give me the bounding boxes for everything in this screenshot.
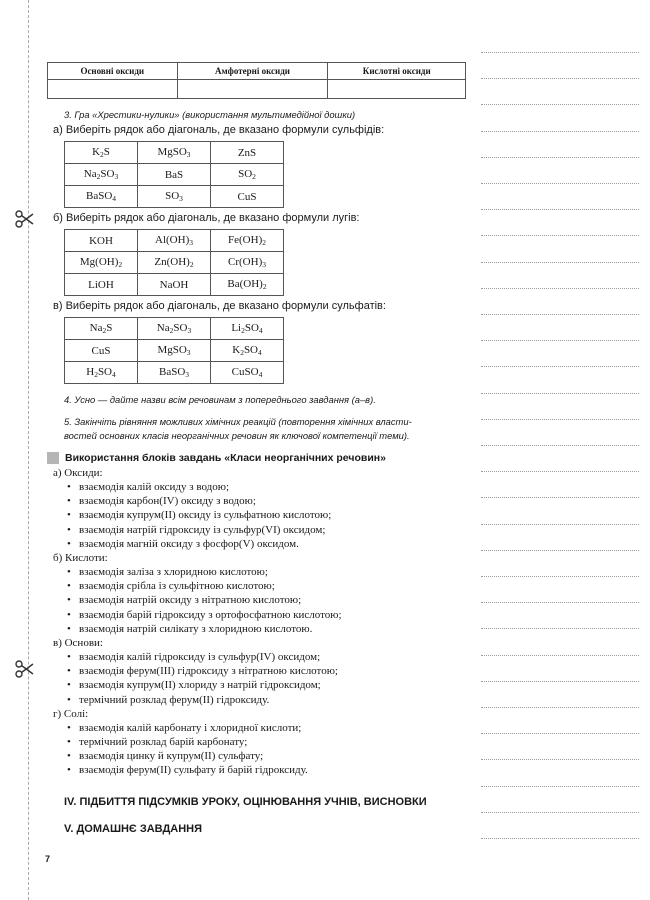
list-item: • взаємодія магній оксиду з фосфор(V) оксидом. [67, 537, 467, 551]
sulfates-grid [64, 317, 284, 384]
scissors-icon [13, 657, 37, 681]
formula-cell[interactable] [211, 164, 284, 186]
task4-text: 4. Усно — дайте назви всім речовинам з попереднього завдання (а–в). [64, 394, 376, 405]
formula-cell[interactable] [65, 340, 138, 362]
category-label: г) Солі: [53, 707, 89, 720]
formula-subscript: 2 [169, 326, 174, 335]
oxide-header-acidic: Кислотні оксиди [328, 63, 466, 80]
formula-text: SO [100, 168, 115, 180]
list-item: • взаємодія ферум(II) сульфату й барій гідроксиду. [67, 763, 467, 777]
formula-text: KOH [89, 234, 113, 247]
note-line [481, 209, 639, 210]
grid-row [65, 318, 284, 340]
list-item: • взаємодія цинку й купрум(II) сульфату; [67, 749, 467, 763]
formula-cell[interactable] [211, 362, 284, 384]
task5-line2: востей основних класів неорганічних речовин як ключової компетенції теми). [64, 430, 410, 441]
formula-text: SO [97, 366, 112, 378]
note-line [481, 183, 639, 184]
oxide-header-basic: Основні оксиди [48, 63, 178, 80]
grid-row [65, 340, 284, 362]
formula-subscript: 4 [258, 370, 263, 379]
list-item: • взаємодія ферум(III) гідроксиду з нітратною кислотою; [67, 664, 467, 678]
formula-cell[interactable] [138, 362, 211, 384]
notes-lines [481, 52, 639, 864]
note-line [481, 419, 639, 420]
grid-row [65, 164, 284, 186]
formula-text: SO [243, 344, 258, 356]
formula-cell[interactable] [65, 164, 138, 186]
formula-cell[interactable] [138, 186, 211, 208]
formula-cell[interactable] [138, 252, 211, 274]
note-line [481, 707, 639, 708]
formula-subscript: 3 [114, 172, 119, 181]
note-line [481, 786, 639, 787]
category-list [67, 565, 467, 636]
grid-row [65, 362, 284, 384]
formula-cell[interactable] [65, 274, 138, 296]
grid-row [65, 274, 284, 296]
formula-subscript: 3 [262, 260, 266, 269]
formula-subscript: 3 [179, 194, 183, 203]
note-line [481, 340, 639, 341]
formula-cell[interactable] [65, 230, 138, 252]
note-line [481, 471, 639, 472]
formula-cell[interactable] [211, 274, 284, 296]
note-line [481, 655, 639, 656]
list-item: • взаємодія срібла із сульфітною кислотою; [67, 579, 467, 593]
grid-row [65, 142, 284, 164]
task3-b-question: б) Виберіть рядок або діагональ, де вказано формули лугів: [53, 212, 360, 224]
scissors-icon [13, 207, 37, 231]
formula-text: SO [238, 168, 253, 180]
note-line [481, 628, 639, 629]
heading-marker [47, 452, 59, 464]
formula-text: S [103, 146, 110, 158]
formula-text: Al(OH) [155, 234, 190, 246]
task3-title: 3. Гра «Хрестики-нулики» (використання мультимедійної дошки) [64, 109, 356, 120]
formula-text: CuSO [231, 366, 259, 378]
category-list [67, 650, 467, 707]
formula-text: Mg(OH) [79, 256, 119, 268]
formula-text: SO [165, 190, 180, 202]
formula-subscript: 2 [94, 370, 98, 379]
formula-subscript: 4 [112, 370, 116, 379]
note-line [481, 497, 639, 498]
formula-subscript: 2 [102, 326, 107, 335]
note-line [481, 366, 639, 367]
formula-cell[interactable] [138, 340, 211, 362]
category-list [67, 721, 467, 778]
formula-text: SO [244, 322, 259, 334]
page-content [47, 62, 467, 835]
list-item: • взаємодія калій карбонату і хлоридної кислоти; [67, 721, 467, 735]
note-line [481, 445, 639, 446]
formula-subscript: 3 [189, 238, 193, 247]
formula-text: Zn(OH) [154, 256, 190, 268]
formula-cell[interactable] [211, 318, 284, 340]
section-v-title: V. ДОМАШНЄ ЗАВДАННЯ [64, 822, 203, 835]
grid-row [65, 230, 284, 252]
formula-text: NaOH [159, 278, 189, 291]
formula-subscript: 2 [100, 150, 104, 159]
formula-cell[interactable] [65, 142, 138, 164]
list-item: • термічний розклад барій карбонату; [67, 735, 467, 749]
formula-subscript: 4 [258, 326, 263, 335]
formula-subscript: 2 [252, 172, 256, 181]
task3-c-question: в) Виберіть рядок або діагональ, де вказано формули сульфатів: [53, 300, 386, 312]
formula-text: K [92, 146, 101, 158]
list-item: • взаємодія купрум(II) хлориду з натрій гідроксидом; [67, 678, 467, 692]
note-line [481, 681, 639, 682]
formula-text: CuS [237, 190, 257, 203]
note-line [481, 235, 639, 236]
note-line [481, 812, 639, 813]
formula-cell[interactable] [211, 340, 284, 362]
formula-cell[interactable] [138, 230, 211, 252]
page-number: 7 [45, 854, 51, 864]
formula-text: MgSO [157, 344, 187, 356]
formula-cell[interactable] [65, 252, 138, 274]
formula-text: Li [231, 322, 242, 334]
formula-text: ZnS [237, 146, 257, 159]
list-item: • взаємодія заліза з хлоридною кислотою; [67, 565, 467, 579]
note-line [481, 838, 639, 839]
formula-subscript: 2 [262, 238, 266, 247]
note-line [481, 314, 639, 315]
formula-text: LiOH [88, 278, 114, 291]
category-label: б) Кислоти: [53, 552, 108, 565]
note-line [481, 52, 639, 53]
category-label: в) Основи: [53, 637, 103, 650]
formula-cell[interactable] [138, 142, 211, 164]
formula-text: H [86, 366, 95, 378]
formula-subscript: 3 [185, 370, 190, 379]
reaction-categories [47, 466, 467, 778]
formula-text: MgSO [157, 146, 187, 158]
note-line [481, 576, 639, 577]
formula-cell[interactable] [138, 164, 211, 186]
formula-text: K [232, 344, 241, 356]
oxide-cell-amphoteric[interactable] [177, 80, 328, 99]
formula-text: Cr(OH) [228, 256, 263, 268]
formula-subscript: 2 [262, 282, 267, 291]
oxide-table [47, 62, 466, 99]
formula-text: SO [173, 322, 188, 334]
formula-cell[interactable] [211, 252, 284, 274]
list-item: • взаємодія натрій силікату з хлоридною кислотою. [67, 622, 467, 636]
formula-cell[interactable] [65, 362, 138, 384]
formula-text: Na [89, 322, 103, 334]
formula-subscript: 2 [240, 348, 244, 357]
formula-subscript: 2 [189, 260, 194, 269]
formula-subscript: 2 [241, 326, 245, 335]
list-item: • взаємодія калій оксиду з водою; [67, 480, 467, 494]
list-item: • термічний розклад ферум(II) гідроксиду. [67, 693, 467, 707]
formula-subscript: 4 [258, 348, 262, 357]
formula-cell[interactable] [138, 318, 211, 340]
note-line [481, 550, 639, 551]
formula-text: Ba(OH) [227, 278, 263, 290]
sulfides-grid [64, 141, 284, 208]
grid-row [65, 252, 284, 274]
list-item: • взаємодія купрум(II) оксиду із сульфатною кислотою; [67, 508, 467, 522]
grid-row [65, 186, 284, 208]
formula-subscript: 2 [96, 172, 101, 181]
oxide-header-amphoteric: Амфотерні оксиди [177, 63, 328, 80]
note-line [481, 524, 639, 525]
task5-line1: 5. Закінчіть рівняння можливих хімічних реакцій (повторення хімічних власти- [64, 416, 412, 427]
note-line [481, 78, 639, 79]
note-line [481, 157, 639, 158]
formula-text: S [106, 322, 113, 334]
list-item: • взаємодія натрій гідроксиду із сульфур(VI) оксидом; [67, 523, 467, 537]
formula-subscript: 3 [186, 348, 191, 357]
formula-cell[interactable] [211, 142, 284, 164]
note-line [481, 104, 639, 105]
section-iv-title: IV. ПІДБИТТЯ ПІДСУМКІВ УРОКУ, ОЦІНЮВАННЯ УЧНІВ, ВИСНОВКИ [64, 795, 427, 808]
list-item: • взаємодія барій гідроксиду з ортофосфатною кислотою; [67, 608, 467, 622]
formula-cell[interactable] [65, 186, 138, 208]
formula-text: Fe(OH) [228, 234, 263, 246]
list-item: • взаємодія карбон(IV) оксиду з водою; [67, 494, 467, 508]
formula-cell[interactable] [211, 230, 284, 252]
blocks-heading [47, 452, 467, 464]
list-item: • взаємодія калій гідроксиду із сульфур(IV) оксидом; [67, 650, 467, 664]
formula-cell[interactable] [211, 186, 284, 208]
formula-text: BaSO [85, 190, 113, 202]
note-line [481, 733, 639, 734]
note-line [481, 288, 639, 289]
note-line [481, 602, 639, 603]
note-line [481, 759, 639, 760]
list-item: • взаємодія натрій оксиду з нітратною кислотою; [67, 593, 467, 607]
formula-cell[interactable] [65, 318, 138, 340]
formula-text: BaS [164, 168, 184, 181]
task3-a-question: а) Виберіть рядок або діагональ, де вказано формули сульфідів: [53, 124, 385, 136]
blocks-heading-text: Використання блоків завдань «Класи неорганічних речовин» [65, 452, 386, 464]
formula-text: CuS [91, 344, 111, 357]
category-list [67, 480, 467, 551]
formula-text: BaSO [158, 366, 186, 378]
cut-line [28, 0, 29, 900]
note-line [481, 262, 639, 263]
formula-subscript: 4 [112, 194, 117, 203]
formula-cell[interactable] [138, 274, 211, 296]
alkalis-grid [64, 229, 284, 296]
formula-subscript: 3 [186, 150, 191, 159]
formula-text: Na [156, 322, 170, 334]
formula-subscript: 3 [187, 326, 192, 335]
oxide-cell-acidic[interactable] [328, 80, 466, 99]
note-line [481, 131, 639, 132]
formula-subscript: 2 [118, 260, 123, 269]
formula-text: Na [83, 168, 97, 180]
oxide-cell-basic[interactable] [48, 80, 178, 99]
category-label: а) Оксиди: [53, 467, 103, 479]
note-line [481, 393, 639, 394]
